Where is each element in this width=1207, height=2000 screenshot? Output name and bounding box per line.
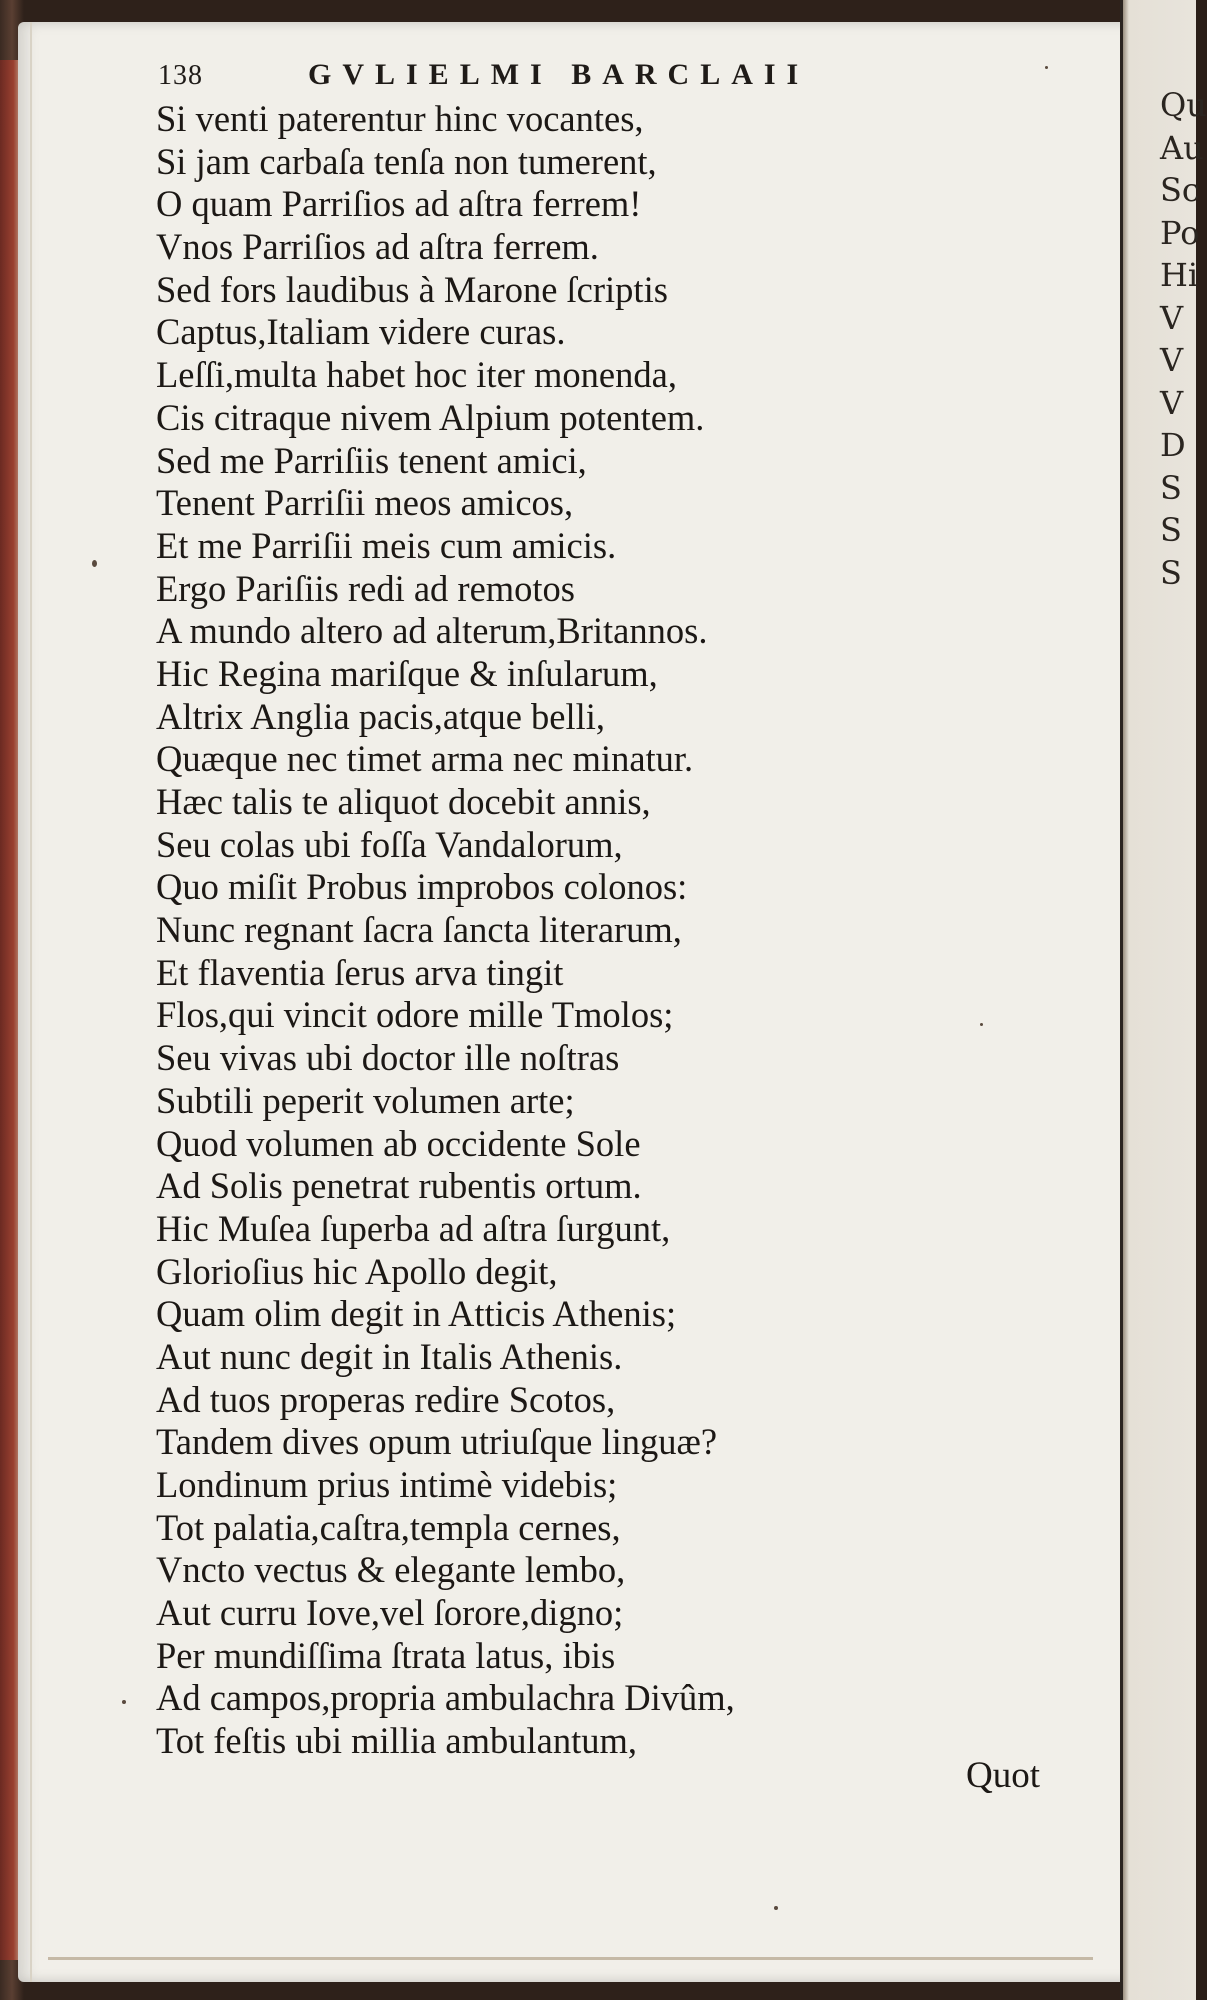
next-page-fragment: S [1160, 511, 1182, 549]
running-title: GVLIELMI BARCLAII [308, 58, 810, 91]
poem-line: Si jam carbaſa tenſa non tumerent, [156, 140, 657, 182]
running-header [158, 60, 898, 94]
poem-line: Ad tuos properas redire Scotos, [156, 1378, 616, 1420]
poem-line: Tenent Parriſii meos amicos, [156, 482, 574, 524]
poem-line: Hic Regina mariſque & inſularum, [156, 652, 658, 694]
poem-line: Nunc regnant ſacra ſancta literarum, [156, 909, 682, 951]
next-page-fragment: D [1160, 426, 1186, 464]
poem-line: Ad Solis penetrat rubentis ortum. [156, 1165, 642, 1207]
next-page-fragment: V [1160, 383, 1184, 422]
poem-line: Quæque nec timet arma nec minatur. [156, 738, 694, 780]
poem-line: Londinum prius intimè videbis; [156, 1464, 618, 1505]
paper-speck [980, 1023, 983, 1026]
next-page-fragment: Po [1160, 213, 1200, 252]
paper-speck [122, 1700, 126, 1704]
poem-line: Quam olim degit in Atticis Athenis; [156, 1293, 677, 1335]
next-page-fragment: Qu [1160, 86, 1207, 124]
poem-line: Glorioſius hic Apollo degit, [156, 1250, 558, 1292]
catchword: Quot [966, 1755, 1040, 1796]
next-page-fragment: V [1160, 341, 1184, 379]
poem-line: Captus,Italiam videre curas. [156, 311, 566, 353]
poem-line: Vnos Parriſios ad aſtra ferrem. [156, 226, 599, 268]
poem-line: Aut curru Iove,vel ſorore,digno; [156, 1592, 624, 1634]
poem-line: O quam Parriſios ad aſtra ferrem! [156, 183, 642, 225]
poem-line: Vncto vectus & elegante lembo, [156, 1549, 626, 1591]
poem-line: Seu vivas ubi doctor ille noſtras [156, 1037, 620, 1079]
next-page-fragment: V [1160, 298, 1184, 337]
poem-line: Tot feſtis ubi millia ambulantum, [156, 1720, 638, 1762]
poem-line: Quo miſit Probus improbos colonos: [156, 866, 688, 908]
poem-line: Subtili peperit volumen arte; [156, 1079, 575, 1121]
poem-line: Tot palatia,caſtra,templa cernes, [156, 1506, 621, 1548]
paper-speck [774, 1906, 778, 1910]
paper-speck [92, 560, 97, 567]
poem-line: Tandem dives opum utriuſque linguæ? [156, 1421, 718, 1463]
poem-line: Leſſi,multa habet hoc iter monenda, [156, 354, 677, 396]
next-page-fragment: S [1160, 468, 1182, 507]
page-bottom-edge [48, 1957, 1093, 1960]
poem-line: Hæc talis te aliquot docebit annis, [156, 781, 651, 822]
poem-line: Si venti paterentur hinc vocantes, [156, 98, 644, 139]
next-page-fragment: Hi [1160, 256, 1199, 294]
poem-line: Sed fors laudibus à Marone ſcriptis [156, 268, 668, 310]
paper-speck [1045, 66, 1048, 69]
poem-line: Et me Parriſii meis cum amicis. [156, 524, 617, 566]
poem-line: Cis citraque nivem Alpium potentem. [156, 396, 705, 438]
poem-line: Et flaventia ſerus arva tingit [156, 951, 564, 993]
next-page-fragment: S [1160, 553, 1182, 592]
poem-line: Sed me Parriſiis tenent amici, [156, 439, 587, 481]
poem-line: Ad campos,propria ambulachra Divûm, [156, 1677, 735, 1719]
poem-line: Seu colas ubi foſſa Vandalorum, [156, 823, 623, 865]
next-page-fragment: Sc [1160, 171, 1200, 209]
poem-line: A mundo altero ad alterum,Britannos. [156, 610, 708, 652]
poem-line: Altrix Anglia pacis,atque belli, [156, 695, 606, 737]
poem-line: Flos,qui vincit odore mille Tmolos; [156, 994, 674, 1036]
poem-line: Per mundiſſima ſtrata latus, ibis [156, 1634, 616, 1676]
next-page-fragments [1160, 84, 1207, 594]
page-number: 138 [158, 60, 203, 91]
poem-line: Quod volumen ab occidente Sole [156, 1122, 641, 1164]
poem-body [156, 98, 916, 1763]
next-page-fragment: Au [1160, 128, 1204, 167]
poem-line: Ergo Pariſiis redi ad remotos [156, 567, 576, 609]
poem-line: Aut nunc degit in Italis Athenis. [156, 1335, 623, 1377]
poem-line: Hic Muſea ſuperba ad aſtra ſurgunt, [156, 1207, 671, 1249]
